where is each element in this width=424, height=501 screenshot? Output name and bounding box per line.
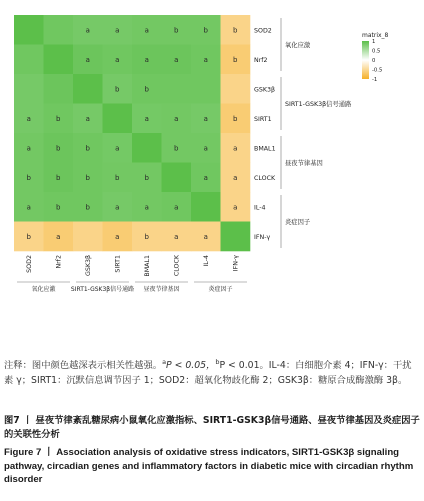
heatmap-cell [221,222,251,252]
row-label: CLOCK [254,174,276,182]
column-label: IL-4 [202,255,210,267]
significance-label: a [144,55,149,64]
sig-a-marker: a [162,358,167,366]
column-label: GSK3β [84,255,92,277]
significance-label: b [233,114,238,123]
significance-label: b [56,144,61,153]
note-prefix: 注释：图中颜色越深表示相关性越强。 [4,360,163,372]
significance-label: a [26,203,31,212]
significance-label: b [233,55,238,64]
legend-tick: -1 [372,77,378,83]
heatmap-cell [73,222,103,252]
heatmap-cell [191,192,221,222]
row-labels [254,27,276,241]
column-labels [26,254,240,276]
heatmap-cell [132,133,162,163]
significance-label: a [85,26,90,35]
heatmap-cell [44,45,74,75]
row-label: BMAL1 [254,145,276,153]
significance-label: b [174,26,179,35]
significance-label: a [174,232,179,241]
heatmap-cell [162,74,192,104]
heatmap-cell [191,74,221,104]
significance-label: b [233,26,238,35]
significance-label: a [174,55,179,64]
column-group-label: SIRT1-GSK3β信号通路 [70,286,135,293]
significance-label: a [85,114,90,123]
column-group-annotations [17,282,247,293]
significance-label: a [174,114,179,123]
row-label: Nrf2 [254,56,268,64]
significance-label: b [144,173,149,182]
significance-label: a [26,144,31,153]
heatmap-cell [221,74,251,104]
legend-ticks [372,39,382,83]
row-label: IL-4 [254,204,266,212]
column-group-label: 氧化应激 [31,286,56,293]
heatmap-cell [44,15,74,45]
significance-label: b [115,173,120,182]
heatmap-cell [14,74,44,104]
column-group-label: 昼夜节律基因 [143,286,180,293]
significance-label: a [115,232,120,241]
sig-b-marker: b [215,358,220,366]
row-label: GSK3β [254,86,276,94]
significance-label: b [85,144,90,153]
row-group-label: 昼夜节律基因 [285,160,323,167]
significance-label: a [115,203,120,212]
column-label: SOD2 [25,255,33,273]
heatmap-cell [14,45,44,75]
heatmap-cells [14,15,250,251]
significance-label: a [115,55,120,64]
significance-label: b [85,173,90,182]
column-label: SIRT1 [114,255,122,273]
legend-tick: 1 [372,39,376,45]
column-label: Nrf2 [55,255,63,269]
legend-colorbar [362,41,369,79]
figure-title-english: Figure 7 丨 Association analysis of oxidative stress indicators, SIRT1-GSK3β signaling pathway, circadian genes and inflammatory factors in diabetic mice with circadian rhythm disorder [4,447,414,485]
legend-tick: 0 [372,58,376,64]
row-group-annotations [281,18,352,248]
row-group-label: SIRT1-GSK3β信号通路 [285,101,352,108]
significance-label: a [233,203,238,212]
significance-label: a [174,203,179,212]
column-label: BMAL1 [143,255,151,277]
significance-label: a [144,26,149,35]
figure-note [4,355,420,388]
significance-label: a [115,144,120,153]
significance-label: a [144,203,149,212]
significance-label: b [144,85,149,94]
legend-tick: 0.5 [372,48,381,55]
row-label: SOD2 [254,27,272,35]
color-legend [362,32,389,83]
significance-label: a [203,144,208,153]
column-label: CLOCK [173,255,181,277]
heatmap-cell [103,104,133,134]
significance-label: a [203,114,208,123]
row-label: SIRT1 [254,115,272,123]
significance-label: b [56,203,61,212]
significance-label: a [144,114,149,123]
significance-label: a [203,55,208,64]
significance-label: a [233,144,238,153]
sig-b-text: P < 0.01。IL-4：白细胞介素 4；IFN-γ：干扰素 γ；SIRT1：沉默信息调节因子 1；SOD2：超氧化物歧化酶 2；GSK3β：糖原合成酶激酶 3β。 [4,360,412,386]
significance-label: a [115,26,120,35]
row-group-label: 氧化应激 [285,42,311,49]
heatmap-cell [162,163,192,193]
sig-a-text: P < 0.05， [166,360,216,372]
significance-label: b [174,144,179,153]
legend-title: matrix_8 [362,32,389,39]
heatmap-cell [14,15,44,45]
legend-tick: -0.5 [372,67,383,74]
column-group-label: 炎症因子 [208,286,233,293]
significance-label: a [203,232,208,241]
row-group-label: 炎症因子 [285,219,311,226]
significance-label: b [85,203,90,212]
significance-label: b [26,173,31,182]
significance-label: a [85,55,90,64]
significance-label: a [233,173,238,182]
significance-label: b [115,85,120,94]
heatmap-cell [73,74,103,104]
significance-label: a [203,173,208,182]
row-label: IFN-γ [254,233,271,241]
significance-label: b [144,232,149,241]
significance-label: b [203,26,208,35]
column-label: IFN-γ [232,255,240,272]
figure-title-chinese: 图7 丨 昼夜节律紊乱糖尿病小鼠氧化应激指标、SIRT1-GSK3β信号通路、昼夜节律基因及炎症因子的关联性分析 [4,415,420,440]
significance-label: b [56,173,61,182]
significance-label: b [56,114,61,123]
significance-label: a [26,114,31,123]
significance-label: b [26,232,31,241]
heatmap-cell [44,74,74,104]
significance-label: a [56,232,61,241]
